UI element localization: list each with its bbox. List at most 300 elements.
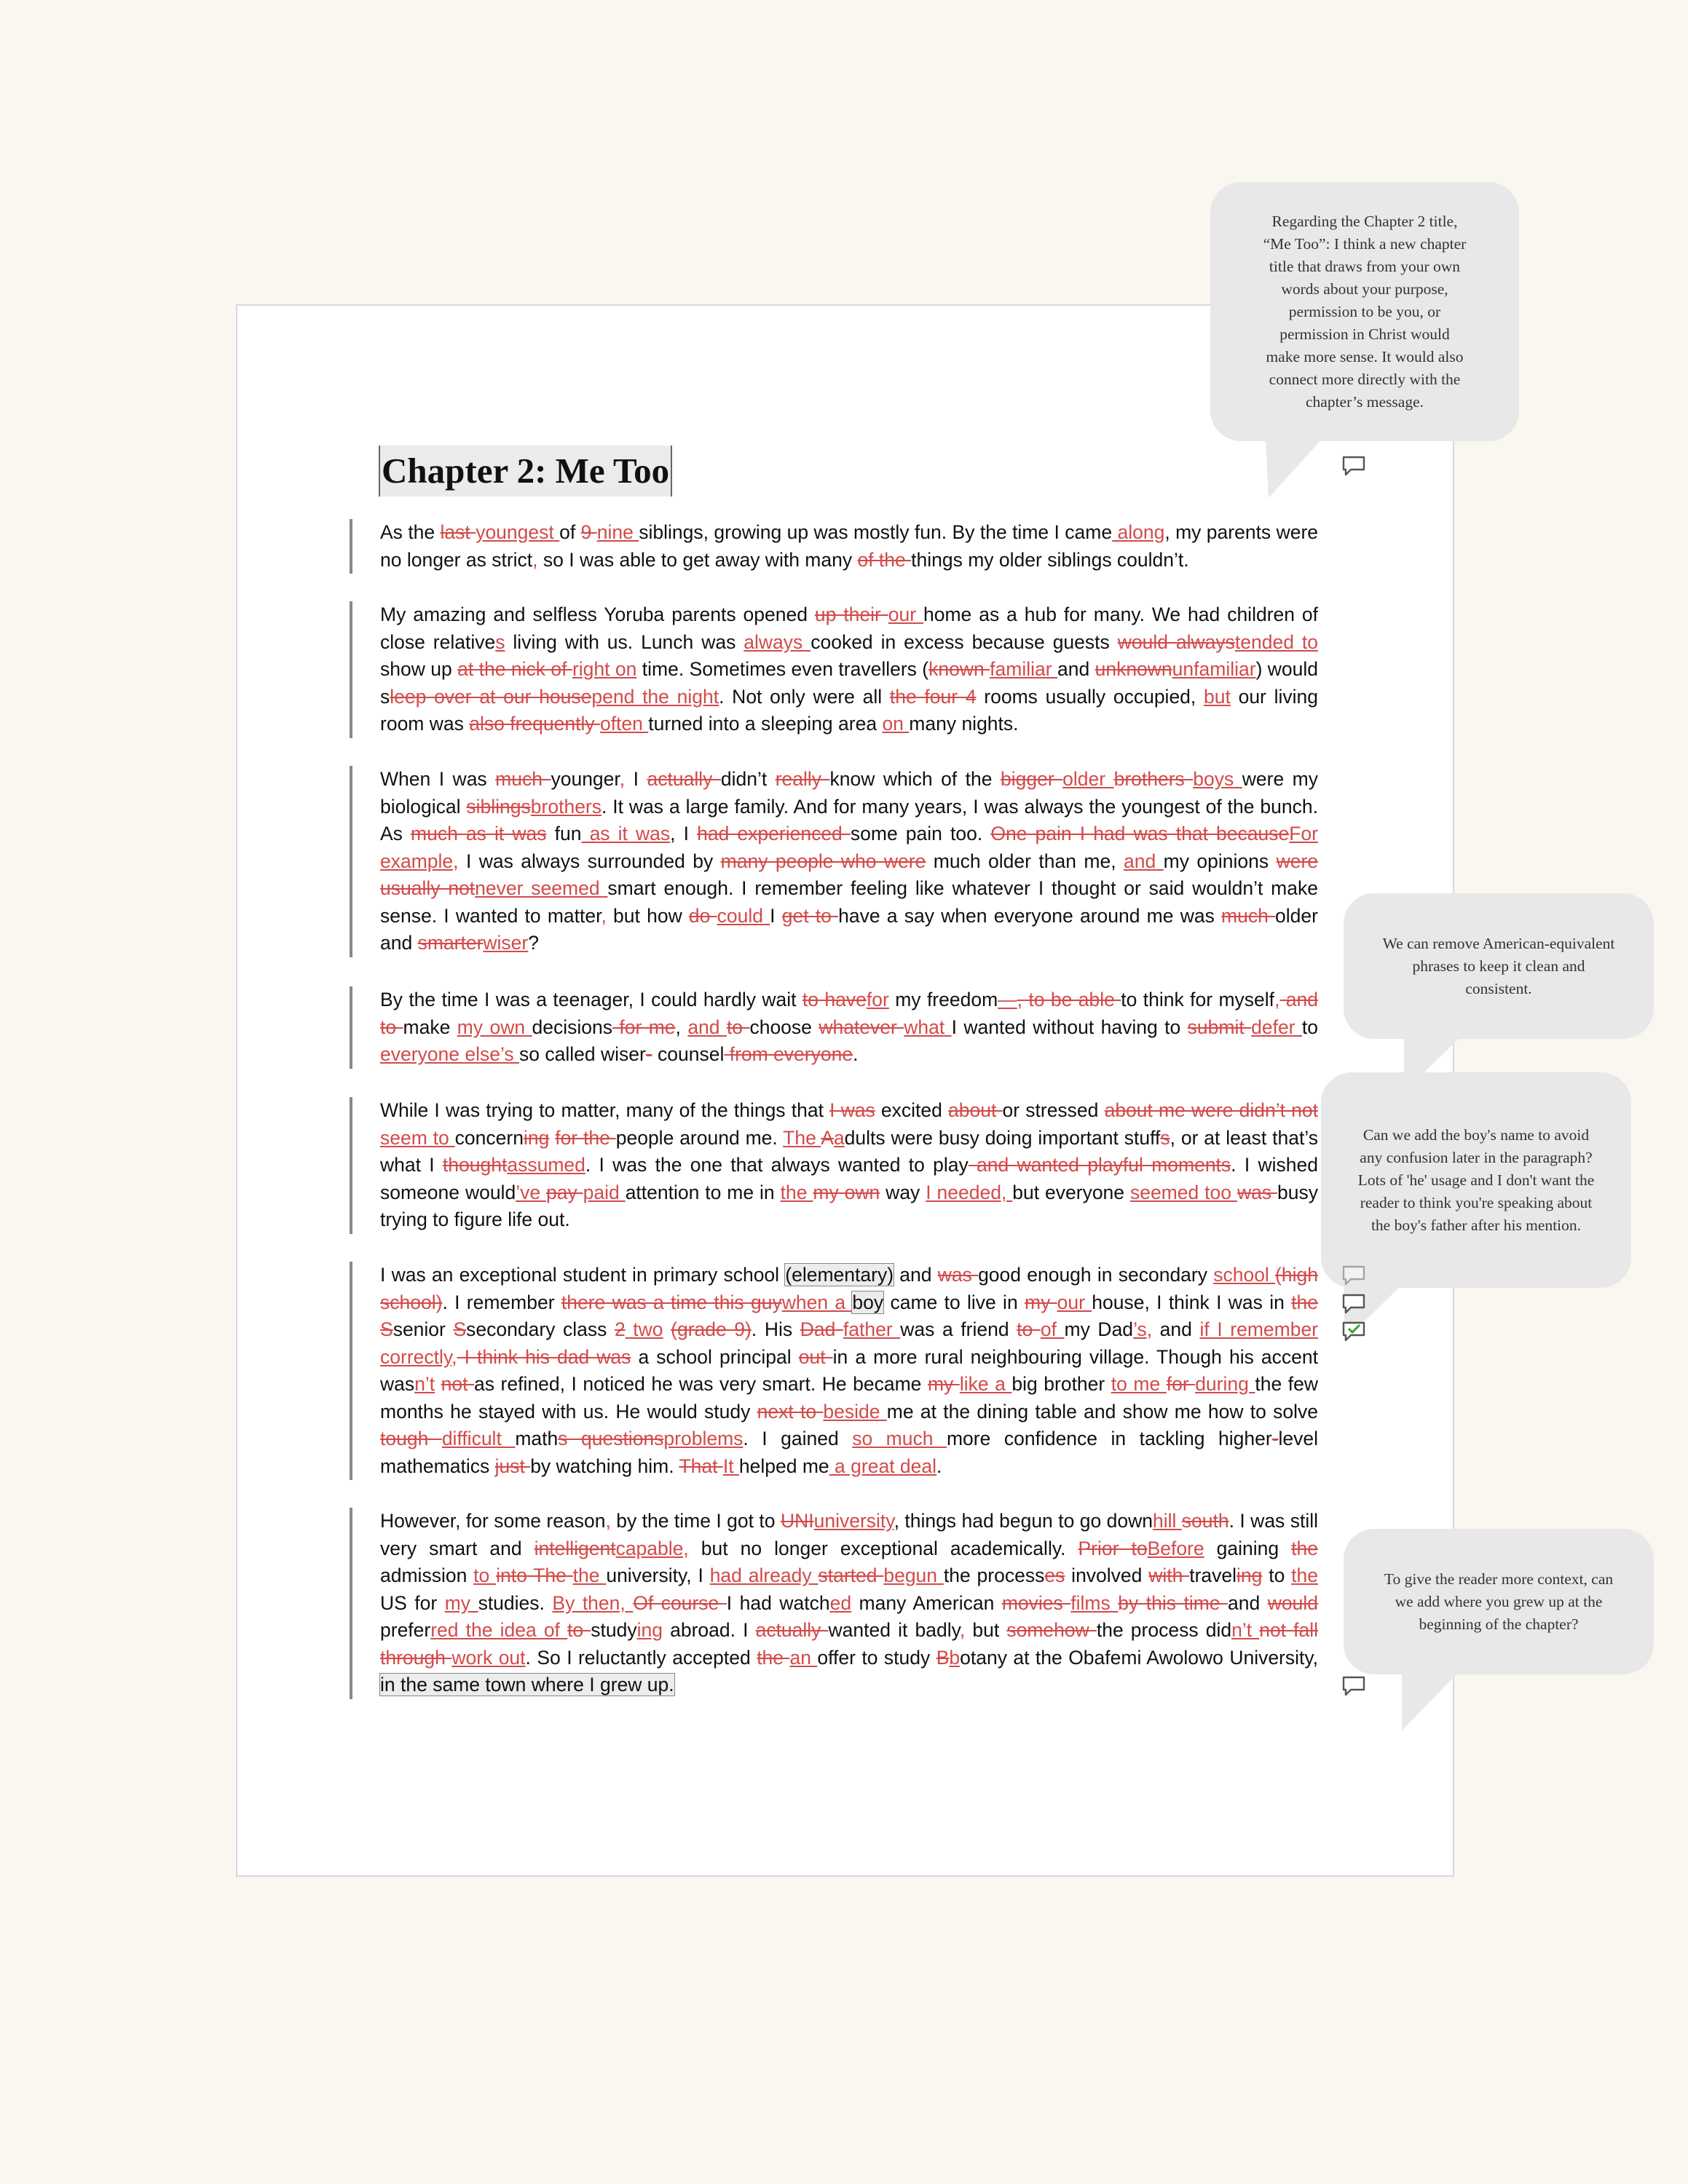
deleted-text[interactable]: from everyone — [724, 1043, 853, 1065]
inserted-text[interactable]: as it was — [581, 823, 671, 844]
deleted-text[interactable]: were usually not — [380, 850, 1319, 899]
text-run: decisions — [532, 1016, 612, 1038]
deleted-text[interactable]: One pain I had was that because — [990, 823, 1290, 844]
text-run: I — [625, 768, 647, 790]
inserted-text[interactable]: everyone else’s — [380, 1043, 520, 1065]
inserted-text[interactable]: of — [1040, 1318, 1065, 1340]
text-run: dults were busy doing important stuff — [844, 1126, 1161, 1149]
deleted-text[interactable]: 9 — [580, 521, 597, 543]
deleted-text[interactable]: with — [1148, 1564, 1190, 1586]
inserted-text[interactable]: familiar — [990, 658, 1057, 680]
text-run: me at the dining table and show me how to solve — [886, 1400, 1318, 1423]
inserted-text[interactable]: often — [599, 713, 649, 735]
inserted-text[interactable]: always — [744, 630, 811, 653]
text-run: big brother — [1011, 1373, 1111, 1395]
deleted-text[interactable]: known — [928, 658, 990, 680]
deleted-text[interactable]: next to — [757, 1400, 824, 1423]
inserted-text[interactable]: begun — [883, 1564, 944, 1586]
inserted-text[interactable]: , — [1274, 989, 1280, 1010]
text-run: the process did — [1096, 1619, 1232, 1641]
inserted-text[interactable]: like a — [959, 1373, 1012, 1395]
inserted-text[interactable]: , — [959, 1619, 966, 1641]
inserted-text[interactable]: By then, — [552, 1591, 634, 1614]
deleted-text[interactable]: unknown — [1095, 658, 1172, 680]
deleted-text[interactable]: , to be able — [1017, 989, 1121, 1010]
text-run: When I was — [380, 768, 496, 790]
inserted-text[interactable]: during — [1195, 1373, 1255, 1395]
text-run: , things had begun to go down — [894, 1510, 1153, 1532]
inserted-text[interactable]: It — [722, 1455, 739, 1477]
text-run: was a friend — [900, 1318, 1017, 1340]
text-run: to — [1301, 1016, 1319, 1038]
comment-icon[interactable] — [1341, 1675, 1366, 1697]
inserted-text[interactable]: ed — [829, 1591, 852, 1614]
deleted-text[interactable]: south — [1181, 1510, 1229, 1532]
inserted-text[interactable]: boys — [1193, 768, 1242, 790]
commented-text[interactable]: (elementary) — [785, 1264, 894, 1286]
text-run: the process — [943, 1564, 1045, 1586]
comment-icon[interactable] — [1341, 1293, 1366, 1315]
deleted-text[interactable]: about me were didn’t not — [1104, 1099, 1318, 1121]
inserted-text[interactable]: on — [882, 713, 910, 735]
text-run: counsel — [652, 1043, 725, 1065]
inserted-text[interactable]: my own — [457, 1016, 532, 1038]
inserted-text[interactable]: Before — [1147, 1537, 1204, 1559]
text-run: otany at the Obafemi Awolowo University, — [960, 1646, 1319, 1669]
paragraph-1[interactable] — [350, 519, 1318, 574]
deleted-text[interactable]: pay — [546, 1181, 583, 1203]
inserted-text[interactable]: seemed too — [1129, 1181, 1237, 1203]
deleted-text[interactable]: intelligent — [534, 1537, 616, 1559]
inserted-text[interactable]: school — [1213, 1264, 1276, 1286]
deleted-text[interactable]: of the — [857, 548, 912, 571]
inserted-text[interactable]: films — [1070, 1591, 1119, 1614]
text-run — [663, 1318, 671, 1340]
comment-icon[interactable] — [1341, 1265, 1366, 1286]
inserted-text[interactable]: to — [473, 1564, 497, 1586]
deleted-text[interactable]: whatever — [819, 1016, 904, 1038]
deleted-text[interactable]: (high school) — [380, 1264, 1318, 1313]
text-run: but how — [606, 904, 689, 927]
text-run: As the — [380, 521, 441, 543]
deleted-text[interactable]: bigger — [1001, 768, 1063, 790]
text-run: home as a hub for many. We had children of close relative — [380, 604, 1319, 653]
deleted-text[interactable]: many people who were — [720, 850, 926, 872]
comment-text: Can we add the boy's name to avoid any confusion later in the paragraph? Lots of 'he' usage and I don't want the reader to think you're speaking about the boy's father after his mention. — [1357, 1125, 1595, 1234]
deleted-text[interactable]: by this time — [1118, 1591, 1228, 1614]
text-run: way — [880, 1181, 926, 1203]
inserted-text[interactable]: the — [1291, 1564, 1318, 1586]
deleted-text[interactable]: started — [818, 1564, 884, 1586]
deleted-text[interactable]: get to — [781, 904, 839, 927]
inserted-text[interactable]: two — [625, 1318, 663, 1340]
text-run: abroad. I — [662, 1619, 756, 1641]
deleted-text[interactable]: I was — [829, 1099, 875, 1121]
deleted-text[interactable]: A — [821, 1126, 834, 1149]
deleted-text[interactable]: their — [843, 604, 888, 625]
text-run: many nights. — [909, 713, 1019, 735]
text-run: living with us. Lunch was — [505, 630, 744, 653]
deleted-text[interactable]: smarter — [417, 932, 484, 954]
inserted-text[interactable]: my — [444, 1591, 478, 1614]
deleted-text[interactable]: about — [948, 1099, 1003, 1121]
text-run: By the time I was a teenager, I could hardly wait — [380, 989, 802, 1010]
deleted-text[interactable]: my — [1025, 1291, 1057, 1313]
deleted-text[interactable]: the four 4 — [889, 685, 977, 708]
text-run: My amazing and selfless Yoruba parents opened — [380, 604, 815, 625]
text-run: turned into a sleeping area — [648, 713, 883, 735]
inserted-text[interactable]: but — [1204, 685, 1231, 708]
inserted-text[interactable]: work out — [451, 1646, 526, 1669]
text-run: more confidence in tackling higher — [946, 1428, 1272, 1449]
text-run: offer to study — [817, 1646, 936, 1669]
deleted-text[interactable]: to — [567, 1619, 591, 1641]
inserted-text[interactable]: tended to — [1234, 630, 1318, 653]
text-run: US for — [380, 1591, 445, 1614]
deleted-text[interactable]: would always — [1117, 630, 1235, 653]
text-run: older and — [380, 904, 1318, 954]
text-run: , my parents were no longer as strict — [380, 521, 1319, 571]
deleted-text[interactable]: just — [494, 1455, 531, 1477]
inserted-text[interactable]: our — [1057, 1291, 1092, 1313]
text-run: or stressed — [1002, 1099, 1105, 1121]
comment-bubble-american[interactable] — [1344, 893, 1654, 1039]
inserted-text[interactable]: a great deal — [829, 1455, 937, 1477]
text-run: travel — [1189, 1564, 1237, 1586]
inserted-text[interactable]: ’ve — [516, 1181, 546, 1203]
inserted-text[interactable]: For example, — [380, 823, 1318, 872]
deleted-text[interactable]: actually — [755, 1619, 829, 1641]
text-run: rooms usually occupied, — [976, 685, 1204, 708]
deleted-text[interactable]: es — [1044, 1564, 1065, 1586]
paragraph-3[interactable] — [350, 766, 1318, 957]
deleted-text[interactable]: S — [453, 1318, 467, 1340]
deleted-text[interactable]: Dad — [800, 1318, 843, 1340]
text-run: . — [936, 1455, 942, 1477]
resolved-comment-icon[interactable] — [1341, 1321, 1366, 1342]
deleted-text[interactable]: my — [927, 1373, 960, 1395]
text-run: study — [591, 1619, 637, 1641]
inserted-text[interactable]: b — [949, 1646, 961, 1669]
inserted-text[interactable]: ing — [636, 1619, 663, 1641]
text-run: helped me — [738, 1455, 829, 1477]
paragraph-6[interactable] — [350, 1262, 1318, 1480]
deleted-text[interactable]: up — [814, 604, 844, 625]
inserted-text[interactable]: beside — [823, 1400, 887, 1423]
deleted-text[interactable]: actually — [647, 768, 721, 790]
inserted-text[interactable]: assumed — [507, 1154, 585, 1176]
deleted-text[interactable]: for — [1166, 1373, 1196, 1395]
deleted-text[interactable]: much — [495, 768, 551, 790]
text-run: . His — [751, 1318, 800, 1340]
inserted-text[interactable]: older — [1062, 768, 1114, 790]
deleted-text[interactable]: to — [726, 1016, 750, 1038]
inserted-text[interactable]: seem to — [380, 1126, 455, 1149]
text-run: and — [1228, 1591, 1268, 1614]
text-run: . I was the one that always wanted to play — [585, 1154, 969, 1176]
commented-text[interactable]: in the same town where I grew up. — [380, 1674, 674, 1696]
inserted-text[interactable]: for — [866, 989, 889, 1010]
comment-tail — [1266, 437, 1324, 499]
inserted-text[interactable]: capable, — [615, 1537, 689, 1559]
text-run: so called wiser — [519, 1043, 646, 1065]
text-run: prefer — [380, 1619, 431, 1641]
deleted-text[interactable]: to have — [802, 989, 867, 1010]
text-run: make — [403, 1016, 457, 1038]
paragraph-7[interactable] — [350, 1508, 1318, 1699]
inserted-text[interactable]: s — [495, 630, 505, 653]
deleted-text[interactable]: for me — [612, 1016, 676, 1038]
deleted-text[interactable]: s — [1160, 1126, 1170, 1149]
inserted-text[interactable]: and — [687, 1016, 727, 1038]
inserted-text[interactable]: right on — [572, 658, 637, 680]
text-run: , — [675, 1016, 688, 1038]
deleted-text[interactable]: there was a time this guy — [561, 1291, 782, 1313]
deleted-text[interactable]: not — [441, 1373, 475, 1395]
inserted-text[interactable]: if I remember correctly, — [380, 1318, 1319, 1368]
text-run: While I was trying to matter, many of the things that — [380, 1099, 830, 1121]
deleted-text[interactable]: the — [757, 1646, 790, 1669]
text-run: house, I think I was in — [1092, 1291, 1292, 1313]
inserted-text[interactable]: and — [1124, 850, 1164, 872]
text-run: many American — [851, 1591, 1002, 1614]
inserted-text[interactable]: , — [532, 548, 538, 571]
deleted-text[interactable]: submit — [1187, 1016, 1252, 1038]
text-run: studies. — [478, 1591, 553, 1614]
text-run: . — [853, 1043, 859, 1065]
deleted-text[interactable]: ing — [1237, 1564, 1263, 1586]
inserted-text[interactable]: — — [998, 989, 1017, 1010]
text-run: wanted it badly — [828, 1619, 960, 1641]
deleted-text[interactable]: was — [937, 1264, 979, 1286]
text-run: I was an exceptional student in primary school — [380, 1264, 786, 1286]
inserted-text[interactable]: The — [783, 1126, 821, 1149]
deleted-text[interactable]: was — [1237, 1181, 1278, 1203]
deleted-text[interactable]: Prior to — [1078, 1537, 1148, 1559]
text-run: . It was a large family. And for many years, I was always the youngest of the bunch. As — [380, 795, 1318, 844]
deleted-text[interactable]: brothers — [1113, 768, 1194, 790]
deleted-text[interactable]: Of course — [633, 1591, 727, 1614]
inserted-text[interactable]: defer — [1251, 1016, 1302, 1038]
deleted-text[interactable]: do — [688, 904, 717, 927]
paragraph-5[interactable] — [350, 1097, 1318, 1234]
text-run: I had watch — [726, 1591, 830, 1614]
text-run: my freedom — [888, 989, 998, 1010]
deleted-text[interactable]: the — [1291, 1291, 1318, 1313]
inserted-text[interactable]: had already — [709, 1564, 819, 1586]
inserted-text[interactable]: so much — [852, 1428, 947, 1449]
text-run: by the time I got to — [610, 1510, 781, 1532]
text-run: admission — [380, 1564, 474, 1586]
text-run: excited — [875, 1099, 949, 1121]
text-run: as refined, I noticed he was very smart. He became — [474, 1373, 928, 1395]
inserted-text[interactable]: , — [605, 1510, 611, 1532]
text-run: came to live in — [883, 1291, 1025, 1313]
inserted-text[interactable]: a — [833, 1126, 845, 1149]
deleted-text[interactable]: to — [1017, 1318, 1041, 1340]
deleted-text[interactable]: for the — [555, 1126, 616, 1149]
text-run: . I gained — [743, 1428, 853, 1449]
inserted-text[interactable]: n’t — [414, 1373, 435, 1395]
text-run: and — [894, 1264, 938, 1286]
chapter-title[interactable]: Chapter 2: Me Too — [379, 446, 672, 496]
comment-bubble-title[interactable] — [1210, 182, 1519, 441]
text-run: . I remember — [442, 1291, 561, 1313]
deleted-text[interactable]: out — [798, 1345, 833, 1368]
text-run: concern — [454, 1126, 524, 1149]
deleted-text[interactable]: - — [1271, 1428, 1279, 1449]
text-run: the few months he stayed with us. He would study — [380, 1373, 1318, 1423]
text-run: . I wished someone would — [380, 1154, 1318, 1203]
text-run: and — [1057, 658, 1095, 680]
comment-text: To give the reader more context, can we add where you grew up at the beginning of the chapter? — [1384, 1570, 1614, 1633]
paragraph-4[interactable] — [350, 986, 1318, 1069]
text-run: but everyone — [1012, 1181, 1130, 1203]
inserted-text[interactable]: the — [780, 1181, 813, 1203]
inserted-text[interactable]: red the idea of — [430, 1619, 568, 1641]
inserted-text[interactable]: n’t — [1231, 1619, 1260, 1641]
text-run: good enough in secondary — [978, 1264, 1214, 1286]
text-run: our living room was — [380, 685, 1318, 735]
text-run: math — [515, 1428, 559, 1449]
deleted-text[interactable]: s questions — [558, 1428, 664, 1449]
deleted-text[interactable]: would — [1267, 1591, 1318, 1614]
text-run: by watching him. — [530, 1455, 679, 1477]
text-run: senior — [393, 1318, 454, 1340]
text-run: I wanted without having to — [951, 1016, 1188, 1038]
text-run: . Not only were all — [719, 685, 890, 708]
text-run: . So I reluctantly accepted — [525, 1646, 757, 1669]
deleted-text[interactable]: had experienced — [697, 823, 851, 844]
text-run: have a say when everyone around me was — [838, 904, 1222, 927]
text-run: in a more rural neighbouring village. Though his accent was — [380, 1345, 1318, 1395]
inserted-text[interactable]: nine — [596, 521, 639, 543]
deleted-text[interactable]: UNI — [780, 1510, 814, 1532]
deleted-text[interactable]: really — [775, 768, 830, 790]
inserted-text[interactable]: the — [572, 1564, 607, 1586]
text-run: choose — [749, 1016, 819, 1038]
inserted-text[interactable]: ’s, — [1133, 1318, 1153, 1340]
inserted-text[interactable]: to me — [1111, 1373, 1167, 1395]
inserted-text[interactable]: youngest — [476, 521, 560, 543]
text-run: I — [770, 904, 782, 927]
inserted-text[interactable]: what — [904, 1016, 952, 1038]
deleted-text[interactable]: tough — [380, 1428, 442, 1449]
text-run: younger — [551, 768, 620, 790]
deleted-text[interactable]: That — [679, 1455, 723, 1477]
text-run: attention to me in — [625, 1181, 781, 1203]
deleted-text[interactable]: and wanted playful moments — [968, 1154, 1231, 1176]
inserted-text[interactable]: wiser — [483, 932, 529, 954]
inserted-text[interactable]: university — [813, 1510, 894, 1532]
deleted-text[interactable]: somehow — [1006, 1619, 1097, 1641]
deleted-text[interactable]: last — [440, 521, 476, 543]
text-run: fun — [546, 823, 582, 844]
deleted-text[interactable]: leep over at our house — [390, 685, 592, 708]
deleted-text[interactable]: the — [1291, 1537, 1319, 1559]
deleted-text[interactable]: into The — [496, 1564, 573, 1586]
text-run: my opinions — [1163, 850, 1277, 872]
deleted-text[interactable]: ing — [523, 1126, 550, 1149]
inserted-text[interactable]: an — [789, 1646, 818, 1669]
comment-bubble-grew-up[interactable] — [1344, 1529, 1654, 1674]
text-run: but — [965, 1619, 1007, 1641]
deleted-text[interactable]: not fall through — [380, 1619, 1319, 1669]
comment-bubble-boy-name[interactable] — [1321, 1072, 1631, 1288]
comment-tail — [1402, 1671, 1460, 1732]
deleted-text[interactable]: 2 — [614, 1318, 626, 1340]
text-run: busy trying to figure life out. — [380, 1181, 1318, 1230]
inserted-text[interactable]: , — [601, 904, 607, 927]
inserted-text[interactable]: unfamiliar — [1172, 658, 1256, 680]
text-run: people around me. — [615, 1126, 784, 1149]
deleted-text[interactable]: much as it was — [411, 823, 547, 844]
text-run: didn’t — [720, 768, 776, 790]
inserted-text[interactable]: father — [843, 1318, 901, 1340]
deleted-text[interactable]: - — [645, 1043, 652, 1065]
deleted-text[interactable]: at the nick of — [457, 658, 572, 680]
inserted-text[interactable]: along — [1112, 521, 1165, 543]
inserted-text[interactable]: difficult — [441, 1428, 516, 1449]
inserted-text[interactable]: paid — [583, 1181, 626, 1203]
text-run: to — [1262, 1564, 1292, 1586]
inserted-text[interactable]: brothers — [530, 795, 602, 818]
inserted-text[interactable]: could — [717, 904, 770, 927]
inserted-text[interactable]: problems — [663, 1428, 744, 1449]
deleted-text[interactable]: S — [380, 1318, 393, 1340]
text-run: , I — [670, 823, 698, 844]
inserted-text[interactable]: , — [619, 768, 626, 790]
comment-text: We can remove American-equivalent phrases to keep it clean and consistent. — [1382, 934, 1615, 997]
deleted-text[interactable]: my own — [813, 1181, 880, 1203]
text-run: secondary class — [466, 1318, 615, 1340]
inserted-text[interactable]: hill — [1152, 1510, 1182, 1532]
text-run: my Dad — [1064, 1318, 1134, 1340]
text-run: university, I — [606, 1564, 710, 1586]
text-run: ? — [528, 932, 539, 954]
text-run: level mathematics — [380, 1428, 1318, 1477]
comment-icon[interactable] — [1341, 455, 1366, 477]
text-run: but no longer exceptional academically. — [688, 1537, 1078, 1559]
inserted-text[interactable]: our — [888, 604, 923, 625]
text-run: things my older siblings couldn’t. — [911, 548, 1189, 571]
deleted-text[interactable]: (grade 9) — [671, 1318, 752, 1340]
inserted-text[interactable]: I needed, — [926, 1181, 1013, 1203]
deleted-text[interactable]: siblings — [466, 795, 531, 818]
text-run: show up — [380, 658, 458, 680]
deleted-text[interactable]: B — [936, 1646, 950, 1669]
text-run: some pain too. — [850, 823, 991, 844]
deleted-text[interactable]: much — [1221, 904, 1276, 927]
deleted-text[interactable]: I think his dad was — [457, 1345, 631, 1368]
text-run: so I was able to get away with many — [537, 548, 858, 571]
text-run: ) would s — [380, 658, 1319, 708]
inserted-text[interactable]: never seemed — [475, 877, 608, 899]
deleted-text[interactable]: thought — [442, 1154, 508, 1176]
text-run: of — [559, 521, 581, 543]
commented-text[interactable]: boy — [852, 1291, 884, 1313]
deleted-text[interactable]: movies — [1001, 1591, 1071, 1614]
text-run: to think for myself — [1121, 989, 1275, 1010]
deleted-text[interactable]: and to — [380, 989, 1319, 1038]
deleted-text[interactable]: also frequently — [469, 713, 600, 735]
comment-text: Regarding the Chapter 2 title, “Me Too”: I think a new chapter title that draws from your own words about your purpose, permission to be you, or permission in Christ would make more sense. It would also connect more directly with the chapter’s message. — [1263, 212, 1467, 411]
inserted-text[interactable]: pend the night — [591, 685, 719, 708]
text-run: I was always surrounded by — [458, 850, 721, 872]
paragraph-2[interactable] — [350, 601, 1318, 738]
inserted-text[interactable]: when a — [781, 1291, 853, 1313]
text-run: know which of the — [829, 768, 1001, 790]
